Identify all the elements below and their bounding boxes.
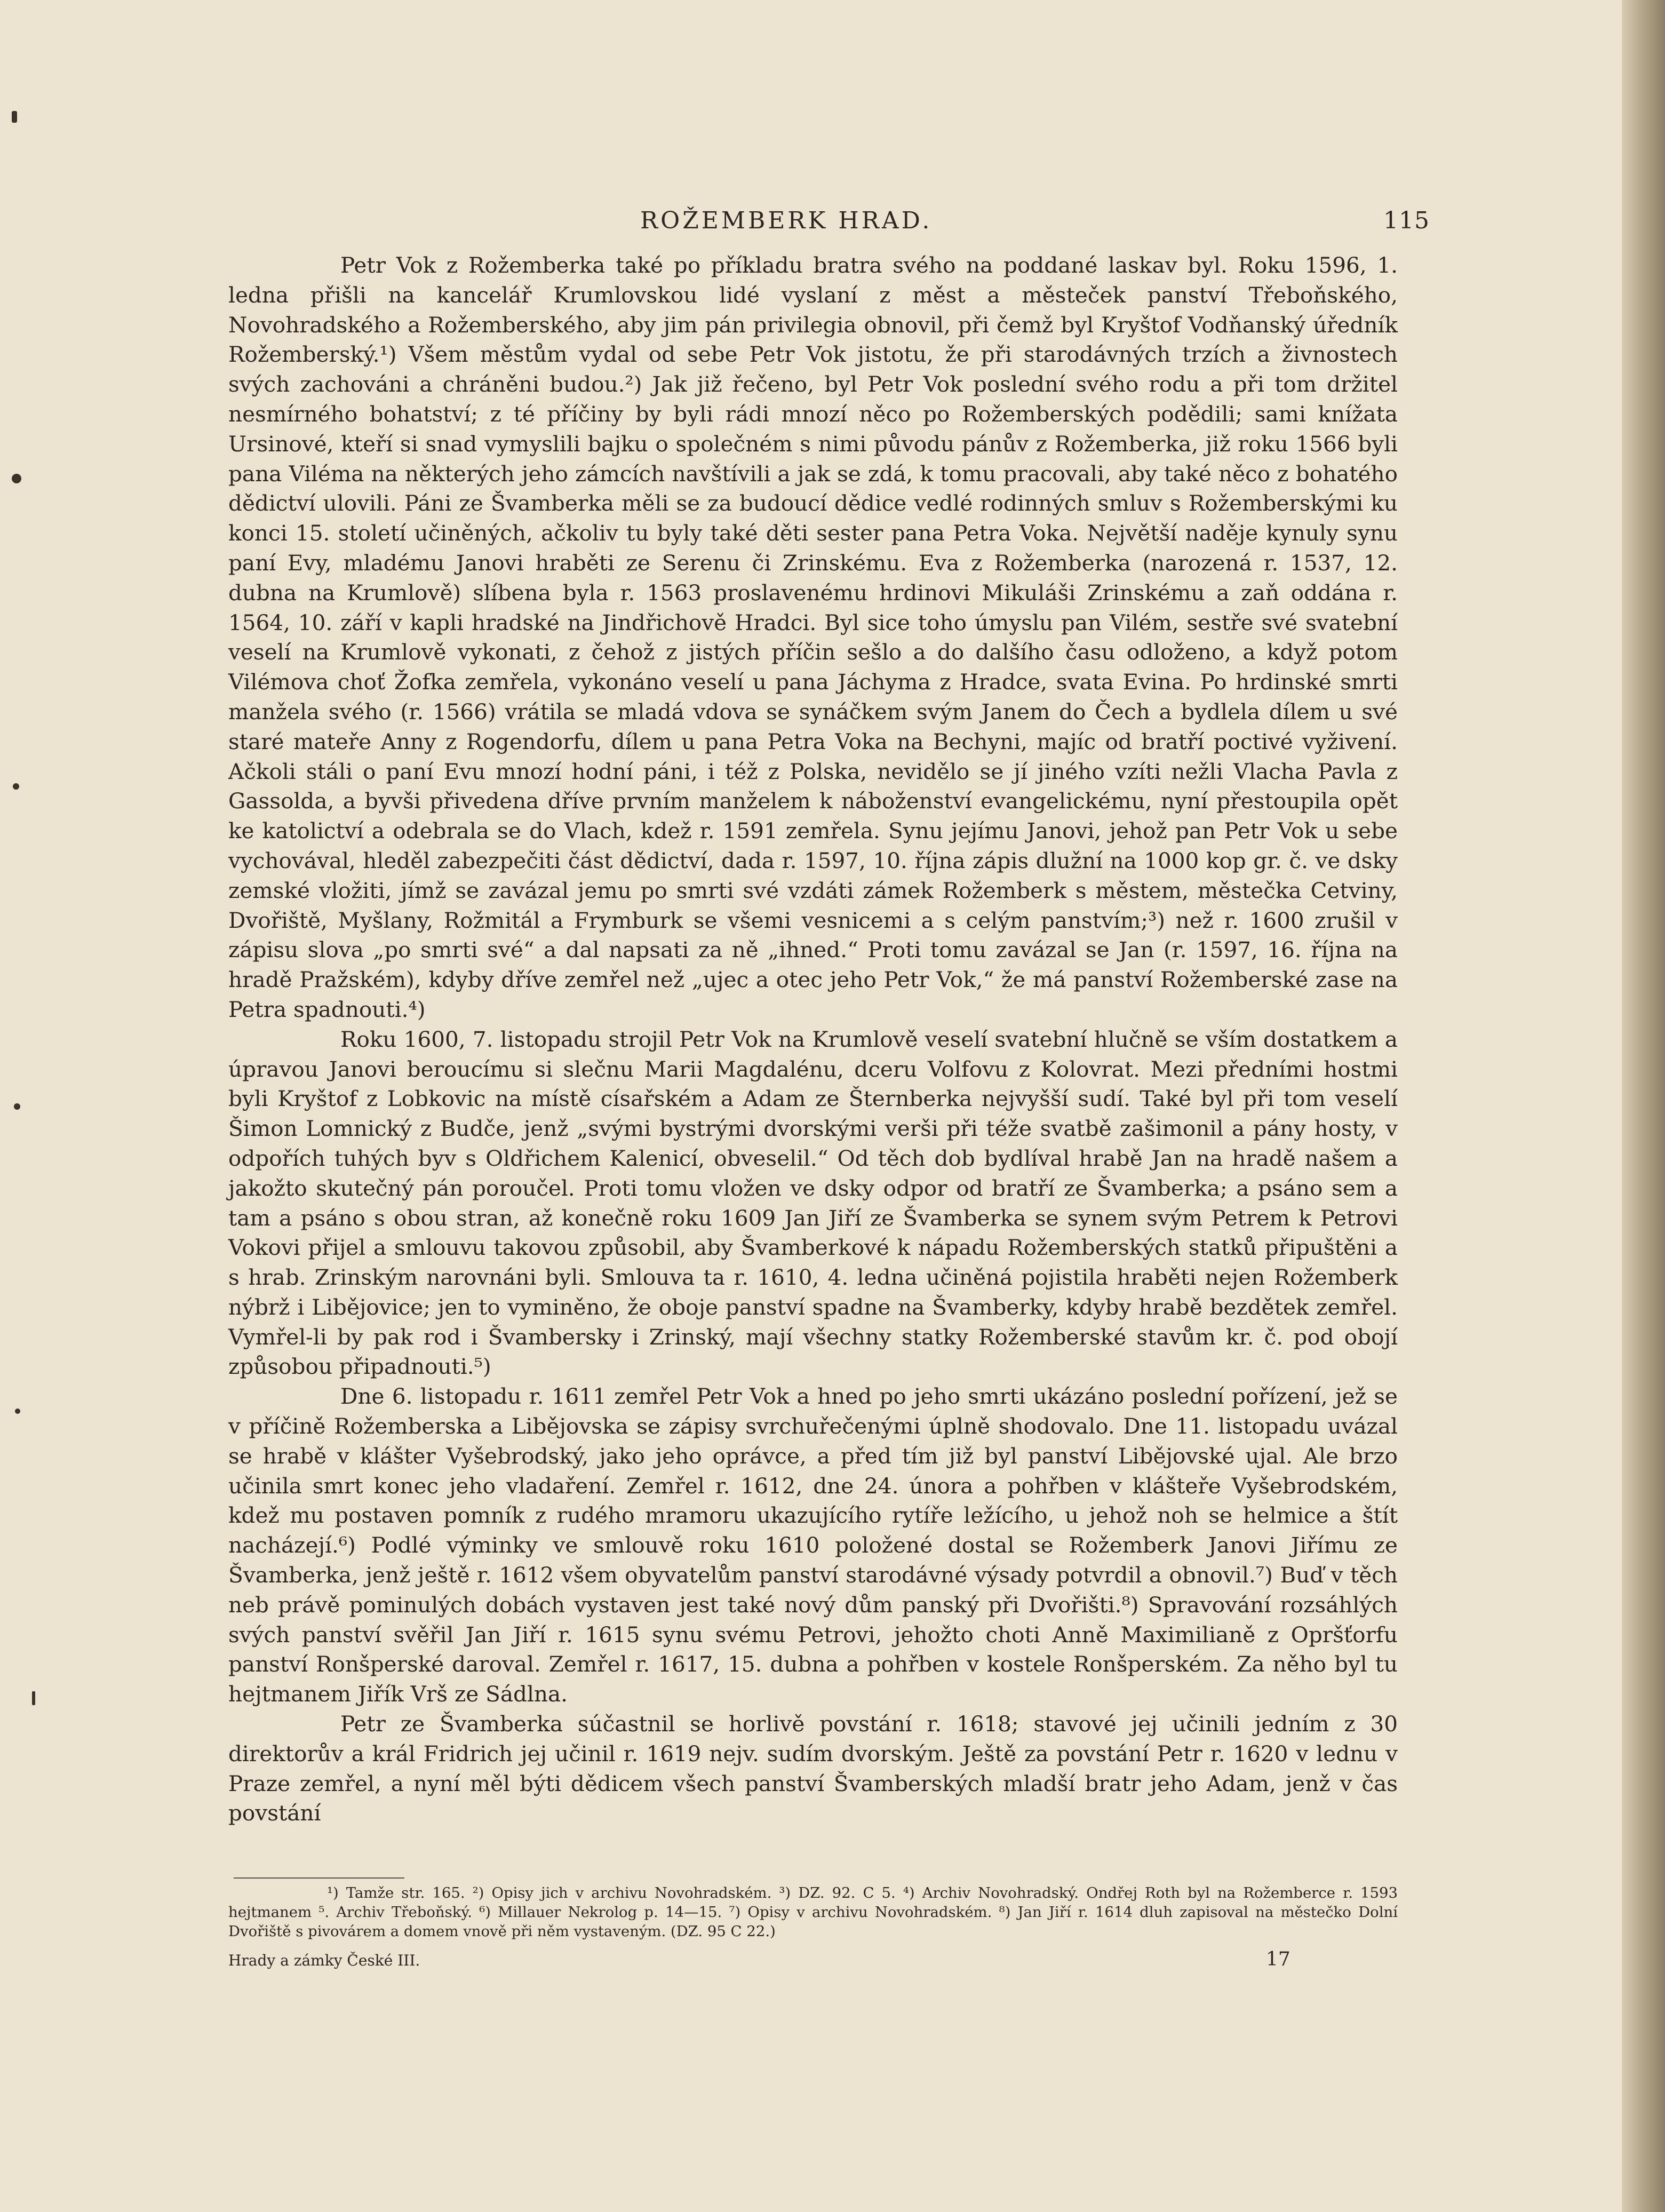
- margin-mark: [32, 1691, 35, 1705]
- page-edge: [1622, 0, 1665, 2212]
- footnote-text: ¹) Tamže str. 165. ²) Opisy jich v archivu Novohradském. ³) DZ. 92. C 5. ⁴) Archiv Novohradský. Ondřej Roth byl na Rožemberce r. 1593 hejtmanem ⁵. Archiv Třeboňský. ⁶) Millauer Nekrolog p. 14—15. ⁷) Opisy v archivu Novohradském. ⁸) Jan Jiří r. 1614 dluh zapisoval na městečko Dolní Dvořiště s pivovárem a domem vnově při něm vystaveným. (DZ. 95 C 22.): [228, 1884, 1398, 1940]
- main-text: [228, 251, 1398, 1828]
- running-title: ROŽEMBERK HRAD.: [640, 207, 933, 234]
- margin-mark: [14, 1103, 20, 1110]
- margin-mark: [12, 111, 17, 123]
- signature-title: Hrady a zámky České III.: [228, 1952, 420, 1969]
- paragraph-2: Roku 1600, 7. listopadu strojil Petr Vok na Krumlově veselí svatební hlučně se vším dostatkem a úpravou Janovi beroucímu si slečnu Marii Magdalénu, dceru Volfovu z Kolovrat. Mezi předními hostmi byli Kryštof z Lobkovic na místě císařském a Adam ze Šternberka nejvyšší sudí. Také byl při tom veselí Šimon Lomnický z Budče, jenž „svými bystrými dvorskými verši při téže svatbě zašimonil a pány hosty, v odpořích tuhých byv s Oldřichem Kalenicí, obveselil.“ Od těch dob bydlíval hrabě Jan na hradě našem a jakožto skutečný pán poroučel. Proti tomu vložen ve dsky odpor od bratří ze Švamberka; a psáno sem a tam a psáno s obou stran, až konečně roku 1609 Jan Jiří ze Švamberka se synem svým Petrem k Petrovi Vokovi přijel a smlouvu takovou způsobil, aby Švamberkové k nápadu Rožemberských statků připuštěni a s hrab. Zrinským narovnáni byli. Smlouva ta r. 1610, 4. ledna učiněná pojistila hraběti nejen Rožemberk nýbrž i Libějovice; jen to vyminěno, že oboje panství spadne na Švamberky, kdyby hrabě bezdětek zemřel. Vymřel-li by pak rod i Švambersky i Zrinský, mají všechny statky Rožemberské stavům kr. č. pod obojí způsobou připadnouti.⁵): [228, 1026, 1398, 1380]
- footnotes: [228, 1883, 1398, 1941]
- margin-mark: [12, 474, 21, 483]
- running-header: [640, 207, 1430, 244]
- signature-line: [228, 1948, 1398, 1973]
- paragraph-1: Petr Vok z Rožemberka také po příkladu bratra svého na poddané laskav byl. Roku 1596, 1. ledna přišli na kancelář Krumlovskou lidé vyslaní z měst a městeček panství Třeboňského, Novohradského a Rožemberského, aby jim pán privilegia obnovil, při čemž byl Kryštof Vodňanský úředník Rožemberský.¹) Všem městům vydal od sebe Petr Vok jistotu, že při starodávných trzích a živnostech svých zachováni a chráněni budou.²) Jak již řečeno, byl Petr Vok poslední svého rodu a při tom držitel nesmírného bohatství; z té příčiny by byli rádi mnozí něco po Rožemberských podědili; sami knížata Ursinové, kteří si snad vymyslili bajku o společném s nimi původu pánův z Rožemberka, již roku 1566 byli pana Viléma na některých jeho zámcích navštívili a jak se zdá, k tomu pracovali, aby také něco z bohatého dědictví ulovili. Páni ze Švamberka měli se za budoucí dědice vedlé rodinných smluv s Rožemberskými ku konci 15. století učiněných, ačkoliv tu byly také děti sester pana Petra Voka. Největší naděje kynuly synu paní Evy, mladému Janovi hraběti ze Serenu či Zrinskému. Eva z Rožemberka (narozená r. 1537, 12. dubna na Krumlově) slíbena byla r. 1563 proslavenému hrdinovi Mikuláši Zrinskému a zaň oddána r. 1564, 10. září v kapli hradské na Jindřichově Hradci. Byl sice toho úmyslu pan Vilém, sestře své svatební veselí na Krumlově vykonati, z čehož z jistých příčin sešlo a do dalšího času odloženo, a když potom Vilémova choť Žofka zemřela, vykonáno veselí u pana Jáchyma z Hradce, svata Evina. Po hrdinské smrti manžela svého (r. 1566) vrátila se mladá vdova se synáčkem svým Janem do Čech a bydlela dílem u své staré mateře Anny z Rogendorfu, dílem u pana Petra Voka na Bechyni, majíc od bratří poctivé vyživení. Ačkoli stáli o paní Evu mnozí hodní páni, i též z Polska, nevidělo se jí jiného vzíti nežli Vlacha Pavla z Gassolda, a byvši přivedena dříve prvním manželem k náboženství evangelickému, nyní přestoupila opět ke katolictví a odebrala se do Vlach, kdež r. 1591 zemřela. Synu jejímu Janovi, jehož pan Petr Vok u sebe vychovával, hleděl zabezpečiti část dědictví, dada r. 1597, 10. října zápis dlužní na 1000 kop gr. č. ve dsky zemské vložiti, jímž se zavázal jemu po smrti své vzdáti zámek Rožemberk s městem, městečka Cetviny, Dvořiště, Myšlany, Rožmitál a Frymburk se všemi vesnicemi a s celým panstvím;³) než r. 1600 zrušil v zápisu slova „po smrti své“ a dal napsati za ně „ihned.“ Proti tomu zavázal se Jan (r. 1597, 16. října na hradě Pražském), kdyby dříve zemřel než „ujec a otec jeho Petr Vok,“ že má panství Rožemberské zase na Petra spadnouti.⁴): [228, 252, 1398, 1022]
- page-number: 115: [1383, 207, 1430, 234]
- margin-mark: [13, 783, 19, 790]
- paragraph-4: Petr ze Švamberka súčastnil se horlivě povstání r. 1618; stavové jej učinili jedním z 30 direktorův a král Fridrich jej učinil r. 1619 nejv. sudím dvorským. Ještě za povstání Petr r. 1620 v lednu v Praze zemřel, a nyní měl býti dědicem všech panství Švamberských mladší bratr jeho Adam, jenž v čas povstání: [228, 1711, 1398, 1826]
- signature-mark: 17: [1266, 1948, 1290, 1970]
- footnote-rule: [234, 1877, 404, 1879]
- paragraph-3: Dne 6. listopadu r. 1611 zemřel Petr Vok a hned po jeho smrti ukázáno poslední pořízení, jež se v příčině Rožemberska a Libějovska se zápisy svrchuřečenými úplně shodovalo. Dne 11. listopadu uvázal se hrabě v klášter Vyšebrodský, jako jeho oprávce, a před tím již byl panství Libějovské ujal. Ale brzo učinila smrt konec jeho vladaření. Zemřel r. 1612, dne 24. února a pohřben v klášteře Vyšebrodském, kdež mu postaven pomník z rudého mramoru ukazujícího rytíře ležícího, u jehož noh se helmice a štít nacházejí.⁶) Podlé výminky ve smlouvě roku 1610 položené dostal se Rožemberk Janovi Jiřímu ze Švamberka, jenž ještě r. 1612 všem obyvatelům panství starodávné výsady potvrdil a obnovil.⁷) Buď v těch neb právě pominulých dobách vystaven jest také nový dům panský při Dvořišti.⁸) Spravování rozsáhlých svých panství svěřil Jan Jiří r. 1615 synu svému Petrovi, jehožto choti Anně Maximilianě z Opršťorfu panství Ronšperské daroval. Zemřel r. 1617, 15. dubna a pohřben v kostele Ronšperském. Za něho byl tu hejtmanem Jiřík Vrš ze Sádlna.: [228, 1383, 1398, 1707]
- margin-mark: [15, 1409, 20, 1414]
